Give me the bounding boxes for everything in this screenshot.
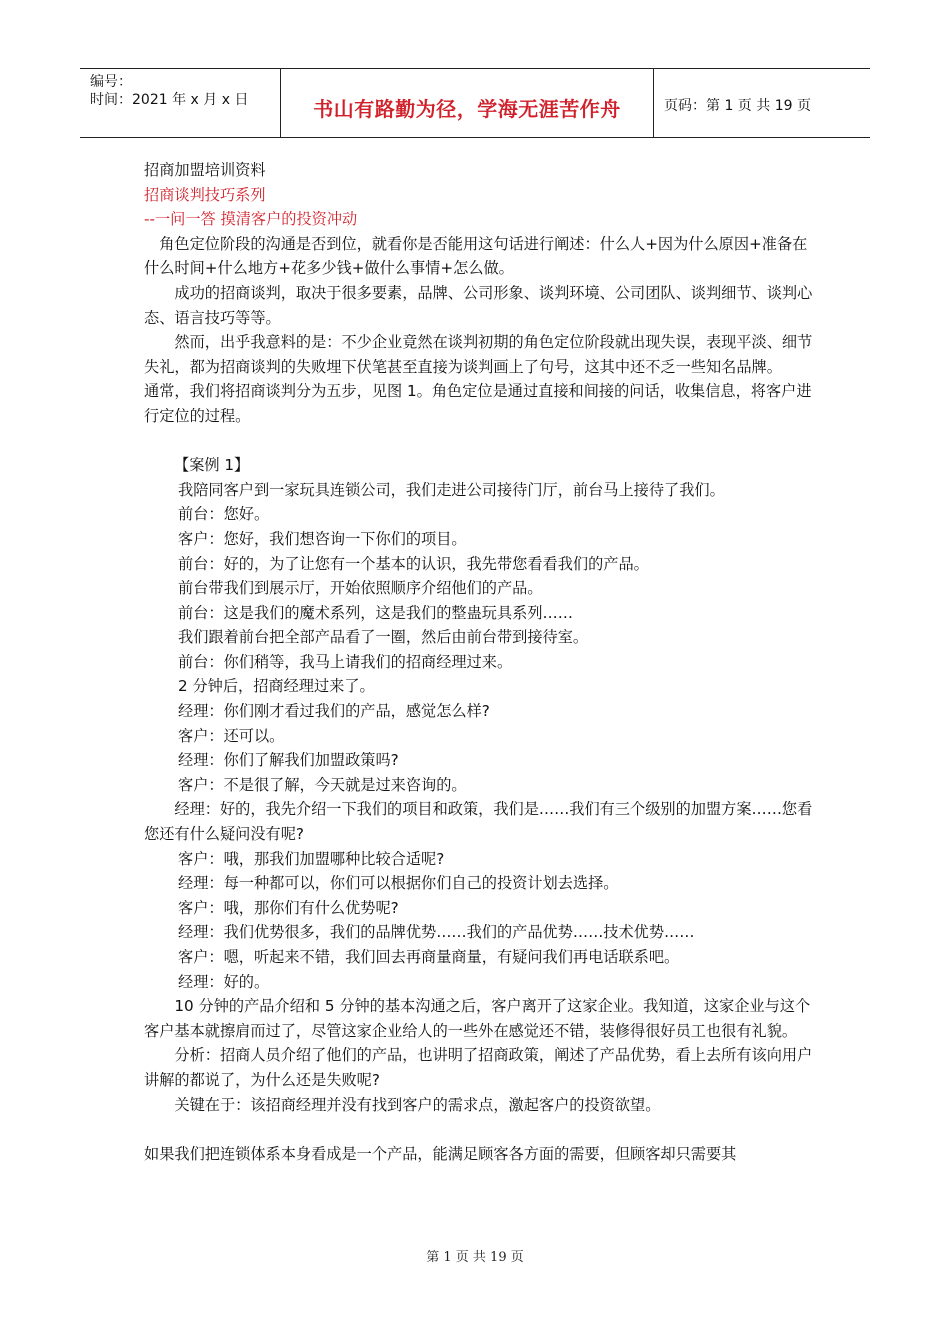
document-body	[144, 158, 816, 1166]
paragraph: 然而，出乎我意料的是：不少企业竟然在谈判初期的角色定位阶段就出现失误，表现平淡、细节失礼，都为招商谈判的失败埋下伏笔甚至直接为谈判画上了句号，这其中还不乏一些知名品牌。	[144, 333, 813, 376]
paragraph: 如果我们把连锁体系本身看成是一个产品，能满足顾客各方面的需要，但顾客却只需要其	[144, 1144, 737, 1163]
case-line: 客户：不是很了解，今天就是过来咨询的。	[178, 775, 467, 794]
case-line: 2 分钟后，招商经理过来了。	[178, 677, 375, 696]
case-line: 前台：你们稍等，我马上请我们的招商经理过来。	[178, 652, 513, 671]
case-line: 客户：还可以。	[178, 726, 285, 745]
series-title: 招商谈判技巧系列	[144, 185, 266, 204]
spacer	[144, 1117, 816, 1142]
document-header	[80, 68, 870, 138]
case-line: 经理：好的，我先介绍一下我们的项目和政策，我们是……我们有三个级别的加盟方案……您看您还有什么疑问没有呢?	[144, 800, 813, 844]
case-line: 经理：每一种都可以，你们可以根据你们自己的投资计划去选择。	[178, 874, 619, 893]
case-line: 前台：好的，为了让您有一个基本的认识，我先带您看看我们的产品。	[178, 554, 649, 573]
page-footer: 第 1 页 共 19 页	[426, 1250, 524, 1265]
header-page-cell	[654, 69, 870, 137]
motto: 书山有路勤为径，学海无涯苦作舟	[313, 97, 621, 121]
case-line: 经理：你们了解我们加盟政策吗?	[178, 751, 399, 770]
paragraph: 关键在于：该招商经理并没有找到客户的需求点，激起客户的投资欲望。	[174, 1095, 661, 1114]
case-line: 我们跟着前台把全部产品看了一圈，然后由前台带到接待室。	[178, 628, 589, 647]
case-title: 【案例 1】	[174, 456, 250, 475]
case-line: 经理：你们刚才看过我们的产品，感觉怎么样?	[178, 702, 490, 721]
case-line: 经理：好的。	[178, 972, 270, 991]
case-line: 我陪同客户到一家玩具连锁公司，我们走进公司接待门厅，前台马上接待了我们。	[178, 480, 725, 499]
case-line: 经理：我们优势很多，我们的品牌优势……我们的产品优势……技术优势……	[178, 923, 695, 942]
case-line: 客户：您好，我们想咨询一下你们的项目。	[178, 529, 467, 548]
case-line: 客户：嗯，听起来不错，我们回去再商量商量，有疑问我们再电话联系吧。	[178, 948, 680, 966]
paragraph: 通常，我们将招商谈判分为五步，见图 1。角色定位是通过直接和间接的问话，收集信息，将客户进行定位的过程。	[144, 382, 812, 425]
paragraph: 成功的招商谈判，取决于很多要素，品牌、公司形象、谈判环境、公司团队、谈判细节、谈判心态、语言技巧等等。	[144, 283, 813, 327]
header-motto-cell	[281, 69, 654, 137]
paragraph: 10 分钟的产品介绍和 5 分钟的基本沟通之后，客户离开了这家企业。我知道，这家企业与这个客户基本就擦肩而过了，尽管这家企业给人的一些外在感觉还不错，装修得很好员工也很有礼貌。	[144, 997, 811, 1040]
case-line: 客户：哦，那你们有什么优势呢?	[178, 898, 399, 917]
spacer	[144, 429, 816, 454]
doc-title: 招商加盟培训资料	[144, 161, 266, 179]
page-info: 页码：第 1 页 共 19 页	[664, 98, 811, 114]
paragraph: 分析：招商人员介绍了他们的产品，也讲明了招商政策，阐述了产品优势，看上去所有该向用户讲解的都说了，为什么还是失败呢?	[144, 1046, 813, 1089]
case-line: 前台：您好。	[178, 505, 270, 524]
paragraph: 角色定位阶段的沟通是否到位，就看你是否能用这句话进行阐述：什么人+因为什么原因+准备在什么时间+什么地方+花多少钱+做什么事情+怎么做。	[144, 234, 808, 278]
subtitle: --一问一答 摸清客户的投资冲动	[144, 210, 358, 229]
document-number: 编号：	[90, 74, 132, 90]
header-meta-cell	[80, 69, 281, 137]
case-line: 前台带我们到展示厅，开始依照顺序介绍他们的产品。	[178, 579, 543, 598]
case-line: 客户：哦，那我们加盟哪种比较合适呢?	[178, 849, 445, 868]
case-line: 前台：这是我们的魔术系列，这是我们的整蛊玩具系列……	[178, 603, 573, 622]
document-date: 时间：2021 年 x 月 x 日	[90, 92, 249, 108]
